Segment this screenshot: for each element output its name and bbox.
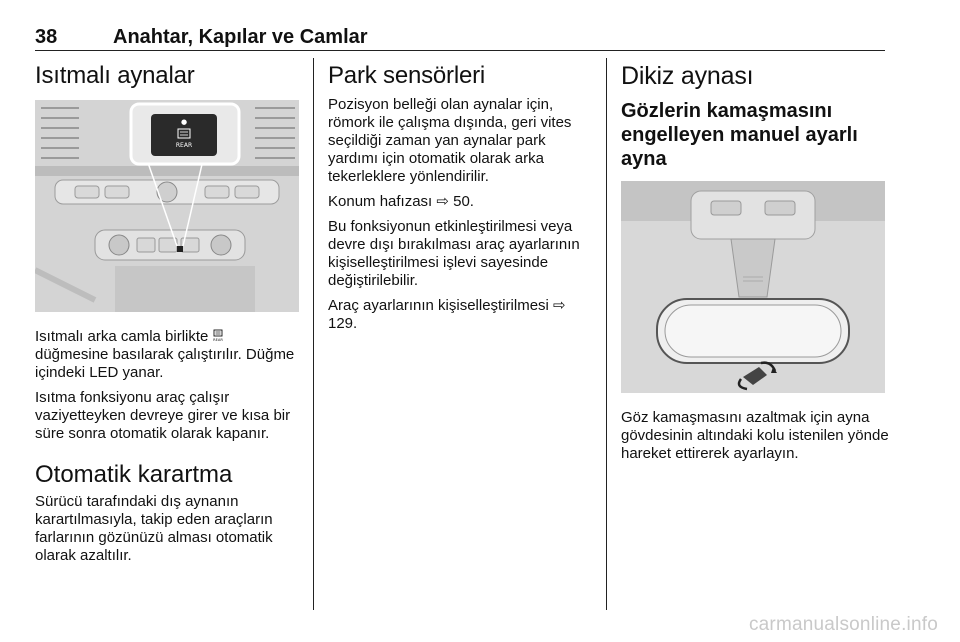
column-interior-mirror — [621, 62, 889, 470]
section-title-auto-dimming: Otomatik karartma — [35, 461, 233, 488]
rear-button-label: REAR — [175, 142, 193, 149]
memory-position-reference: Konum hafızası ⇨ 50. — [328, 193, 474, 210]
heated-mirror-button-illustration — [35, 100, 299, 312]
interior-mirror-paragraph: Göz kamaşmasını azaltmak için ayna gövdesinin altındaki kolu istenilen yönde hareket ettirerek ayarlayın. — [621, 409, 889, 462]
column-heated-mirrors — [35, 62, 297, 572]
paragraph-text-before-icon: Isıtmalı arka camla birlikte — [35, 328, 213, 345]
page-number: 38 — [35, 26, 58, 48]
park-sensors-paragraph-1: Pozisyon belleği olan aynalar için, römork ile çalışma dışında, geri vites seçildiği zaman yan aynalar park yardımı için otomatik olarak arka tekerleklere yönlendirilir. — [328, 96, 572, 185]
auto-dimming-paragraph: Sürücü tarafındaki dış aynanın karartılmasıyla, takip eden araçların farlarının gözünüzü alması otomatik olarak azaltılır. — [35, 493, 273, 564]
heated-mirror-paragraph-1 — [35, 328, 297, 382]
chapter-title: Anahtar, Kapılar ve Camlar — [113, 26, 368, 48]
column-divider-2 — [606, 58, 607, 610]
rear-icon-label: REAR — [212, 338, 223, 342]
section-title-heated-mirrors: Isıtmalı aynalar — [35, 62, 195, 89]
column-divider-1 — [313, 58, 314, 610]
svg-text:●: ● — [180, 118, 188, 126]
rear-window-heat-icon — [213, 329, 223, 342]
rear-view-mirror-illustration — [621, 181, 885, 393]
section-title-interior-mirror: Dikiz aynası — [621, 62, 754, 90]
section-title-park-sensors: Park sensörleri — [328, 62, 486, 89]
page-header — [35, 26, 885, 50]
subsection-title-manual-antidazzle: Gözlerin kamaşmasını engelleyen manuel ayarlı ayna — [621, 100, 858, 170]
paragraph-text-after-icon: düğmesine basılarak çalıştırılır. Düğme içindeki LED yanar. — [35, 346, 295, 381]
heated-mirror-paragraph-2: Isıtma fonksiyonu araç çalışır vaziyetteyken devreye girer ve kısa bir süre sonra otomatik olarak kapanır. — [35, 389, 291, 442]
column-park-sensors — [328, 62, 596, 340]
vehicle-personalization-reference: Araç ayarlarının kişiselleştirilmesi ⇨ 129. — [328, 297, 566, 332]
header-divider — [35, 50, 885, 51]
site-watermark: carmanualsonline.info — [748, 614, 938, 635]
park-sensors-paragraph-3: Bu fonksiyonun etkinleştirilmesi veya devre dışı bırakılması araç ayarlarının kişiselleştirilmesi işlevi sayesinde değiştirilebilir. — [328, 218, 580, 289]
